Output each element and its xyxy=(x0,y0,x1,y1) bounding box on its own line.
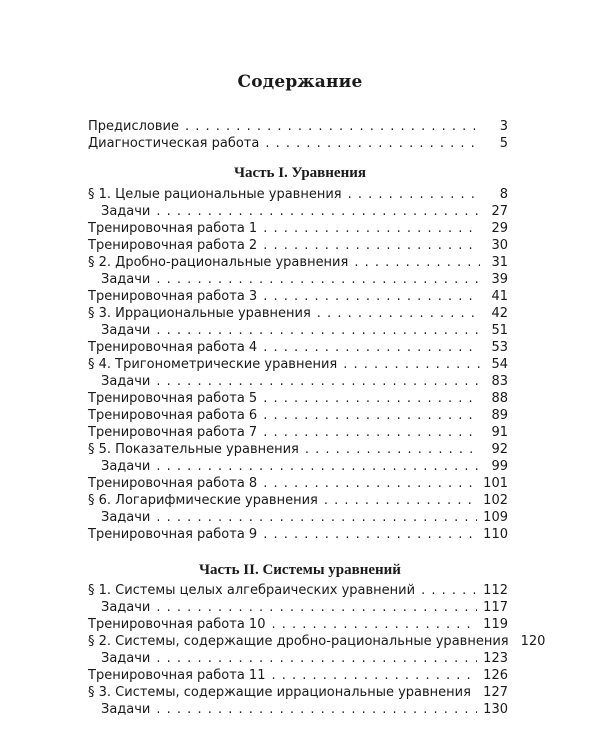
toc-entry-problems xyxy=(101,509,508,527)
toc-entry-label: § 1. Целые рациональные уравнения xyxy=(88,187,342,202)
toc-entry-preface xyxy=(88,118,508,136)
toc-entry-label: § 6. Логарифмические уравнения xyxy=(88,493,318,508)
toc-leader-dots xyxy=(305,441,480,459)
toc-entry xyxy=(88,339,508,357)
toc-leader-dots xyxy=(263,475,477,493)
toc-entry-label: Задачи xyxy=(101,600,151,615)
toc-entry-label: Задачи xyxy=(101,702,151,717)
toc-entry-label: Задачи xyxy=(101,323,151,338)
toc-entry-page: 89 xyxy=(491,408,508,423)
toc-leader-dots xyxy=(185,118,480,136)
toc-entry-label: Задачи xyxy=(101,374,151,389)
toc-entry-problems xyxy=(101,599,508,617)
toc-entry-page: 127 xyxy=(483,685,508,700)
toc-entry-label: § 5. Показательные уравнения xyxy=(88,442,299,457)
toc-entry-page: 112 xyxy=(483,583,508,598)
toc-entry-problems xyxy=(101,322,508,340)
toc-entry-page: 41 xyxy=(491,289,508,304)
toc-entry-label: Тренировочная работа 5 xyxy=(88,391,258,406)
toc-entry xyxy=(88,475,508,493)
toc-leader-dots xyxy=(263,339,480,357)
toc-entry xyxy=(88,441,508,459)
toc-entry-label: Задачи xyxy=(101,510,151,525)
toc-leader-dots xyxy=(156,458,480,476)
toc-leader-dots xyxy=(354,254,480,272)
toc-entry xyxy=(88,492,508,510)
toc-leader-dots xyxy=(156,650,477,668)
toc-entry-label: Задачи xyxy=(101,459,151,474)
toc-entry-label: Тренировочная работа 7 xyxy=(88,425,258,440)
part-1-title: Часть I. Уравнения xyxy=(234,165,366,181)
page-title: Содержание xyxy=(237,72,363,92)
toc-leader-dots xyxy=(263,407,480,425)
toc-entry-page: 99 xyxy=(491,459,508,474)
toc-entry-problems xyxy=(101,458,508,476)
toc-leader-dots xyxy=(156,271,480,289)
toc-entry-page: 102 xyxy=(483,493,508,508)
toc-entry-page: 27 xyxy=(491,204,508,219)
toc-entry-label: § 3. Иррациональные уравнения xyxy=(88,306,311,321)
toc-entry-label: Задачи xyxy=(101,651,151,666)
toc-entry xyxy=(88,254,508,272)
toc-entry xyxy=(88,582,508,600)
toc-entry-page: 8 xyxy=(499,187,508,202)
toc-entry-label: Тренировочная работа 2 xyxy=(88,238,258,253)
toc-entry-label: Тренировочная работа 11 xyxy=(88,668,266,683)
toc-entry-problems xyxy=(101,701,508,719)
toc-entry-page: 119 xyxy=(483,617,508,632)
toc-entry-page: 31 xyxy=(491,255,508,270)
toc-entry-label: Задачи xyxy=(101,272,151,287)
toc-entry-page: 54 xyxy=(491,357,508,372)
toc-leader-dots xyxy=(263,288,480,306)
toc-entry xyxy=(88,424,508,442)
toc-entry-label: Тренировочная работа 8 xyxy=(88,476,258,491)
toc-entry-label: § 3. Системы, содержащие иррациональные уравнения xyxy=(88,685,471,700)
toc-entry-page: 91 xyxy=(491,425,508,440)
toc-entry xyxy=(88,288,508,306)
toc-leader-dots xyxy=(271,667,477,685)
toc-entry xyxy=(88,356,508,374)
toc-leader-dots xyxy=(156,599,477,617)
toc-entry-label: Диагностическая работа xyxy=(88,136,260,151)
toc-leader-dots xyxy=(156,373,480,391)
toc-entry-label: Предисловие xyxy=(88,119,179,134)
toc-entry xyxy=(88,616,508,634)
toc-entry-problems xyxy=(101,373,508,391)
toc-entry-page: 39 xyxy=(491,272,508,287)
toc-entry xyxy=(88,684,508,702)
toc-entry-problems xyxy=(101,203,508,221)
toc-entry-label: Тренировочная работа 9 xyxy=(88,527,258,542)
toc-entry xyxy=(88,633,546,651)
toc-leader-dots xyxy=(263,220,480,238)
toc-entry-page: 29 xyxy=(491,221,508,236)
toc-leader-dots xyxy=(156,701,477,719)
toc-entry-label: Тренировочная работа 3 xyxy=(88,289,258,304)
toc-entry xyxy=(88,407,508,425)
toc-entry-page: 42 xyxy=(491,306,508,321)
toc-leader-dots xyxy=(156,203,480,221)
toc-entry-label: § 2. Дробно-рациональные уравнения xyxy=(88,255,349,270)
toc-entry-label: § 1. Системы целых алгебраических уравнений xyxy=(88,583,416,598)
toc-entry-label: § 2. Системы, содержащие дробно-рациональные уравнения xyxy=(88,634,509,649)
toc-entry-page: 110 xyxy=(483,527,508,542)
toc-leader-dots xyxy=(421,582,477,600)
toc-entry xyxy=(88,667,508,685)
toc-entry-page: 5 xyxy=(499,136,508,151)
toc-entry xyxy=(88,526,508,544)
toc-leader-dots xyxy=(317,305,480,323)
toc-entry-page: 120 xyxy=(520,634,546,649)
toc-entry-label: Задачи xyxy=(101,204,151,219)
toc-entry-diagnostic xyxy=(88,135,508,153)
toc-entry-label: § 4. Тригонометрические уравнения xyxy=(88,357,338,372)
toc-leader-dots xyxy=(324,492,477,510)
toc-entry-page: 101 xyxy=(483,476,508,491)
toc-entry xyxy=(88,220,508,238)
toc-leader-dots xyxy=(271,616,477,634)
toc-entry-page: 117 xyxy=(483,600,508,615)
toc-leader-dots xyxy=(348,186,480,204)
toc-leader-dots xyxy=(263,390,480,408)
toc-entry-page: 30 xyxy=(491,238,508,253)
toc-entry-page: 51 xyxy=(491,323,508,338)
toc-entry-label: Тренировочная работа 4 xyxy=(88,340,258,355)
toc-entry-page: 126 xyxy=(483,668,508,683)
toc-entry xyxy=(88,305,508,323)
toc-entry-page: 109 xyxy=(483,510,508,525)
toc-entry-page: 130 xyxy=(483,702,508,717)
toc-entry-label: Тренировочная работа 10 xyxy=(88,617,266,632)
toc-leader-dots xyxy=(263,237,480,255)
toc-entry xyxy=(88,390,508,408)
toc-entry-label: Тренировочная работа 1 xyxy=(88,221,258,236)
toc-entry-page: 3 xyxy=(499,119,508,134)
toc-entry-page: 92 xyxy=(491,442,508,457)
toc-leader-dots xyxy=(156,322,480,340)
toc-entry-page: 53 xyxy=(491,340,508,355)
toc-leader-dots xyxy=(263,526,477,544)
toc-entry xyxy=(88,237,508,255)
toc-leader-dots xyxy=(265,135,480,153)
toc-entry-page: 123 xyxy=(483,651,508,666)
toc-leader-dots xyxy=(343,356,480,374)
toc-entry-problems xyxy=(101,271,508,289)
part-2-title: Часть II. Системы уравнений xyxy=(199,562,401,578)
toc-entry-page: 88 xyxy=(491,391,508,406)
toc-entry-label: Тренировочная работа 6 xyxy=(88,408,258,423)
toc-entry-page: 83 xyxy=(491,374,508,389)
toc-leader-dots xyxy=(263,424,480,442)
toc-leader-dots xyxy=(156,509,477,527)
toc-entry xyxy=(88,186,508,204)
toc-entry-problems xyxy=(101,650,508,668)
